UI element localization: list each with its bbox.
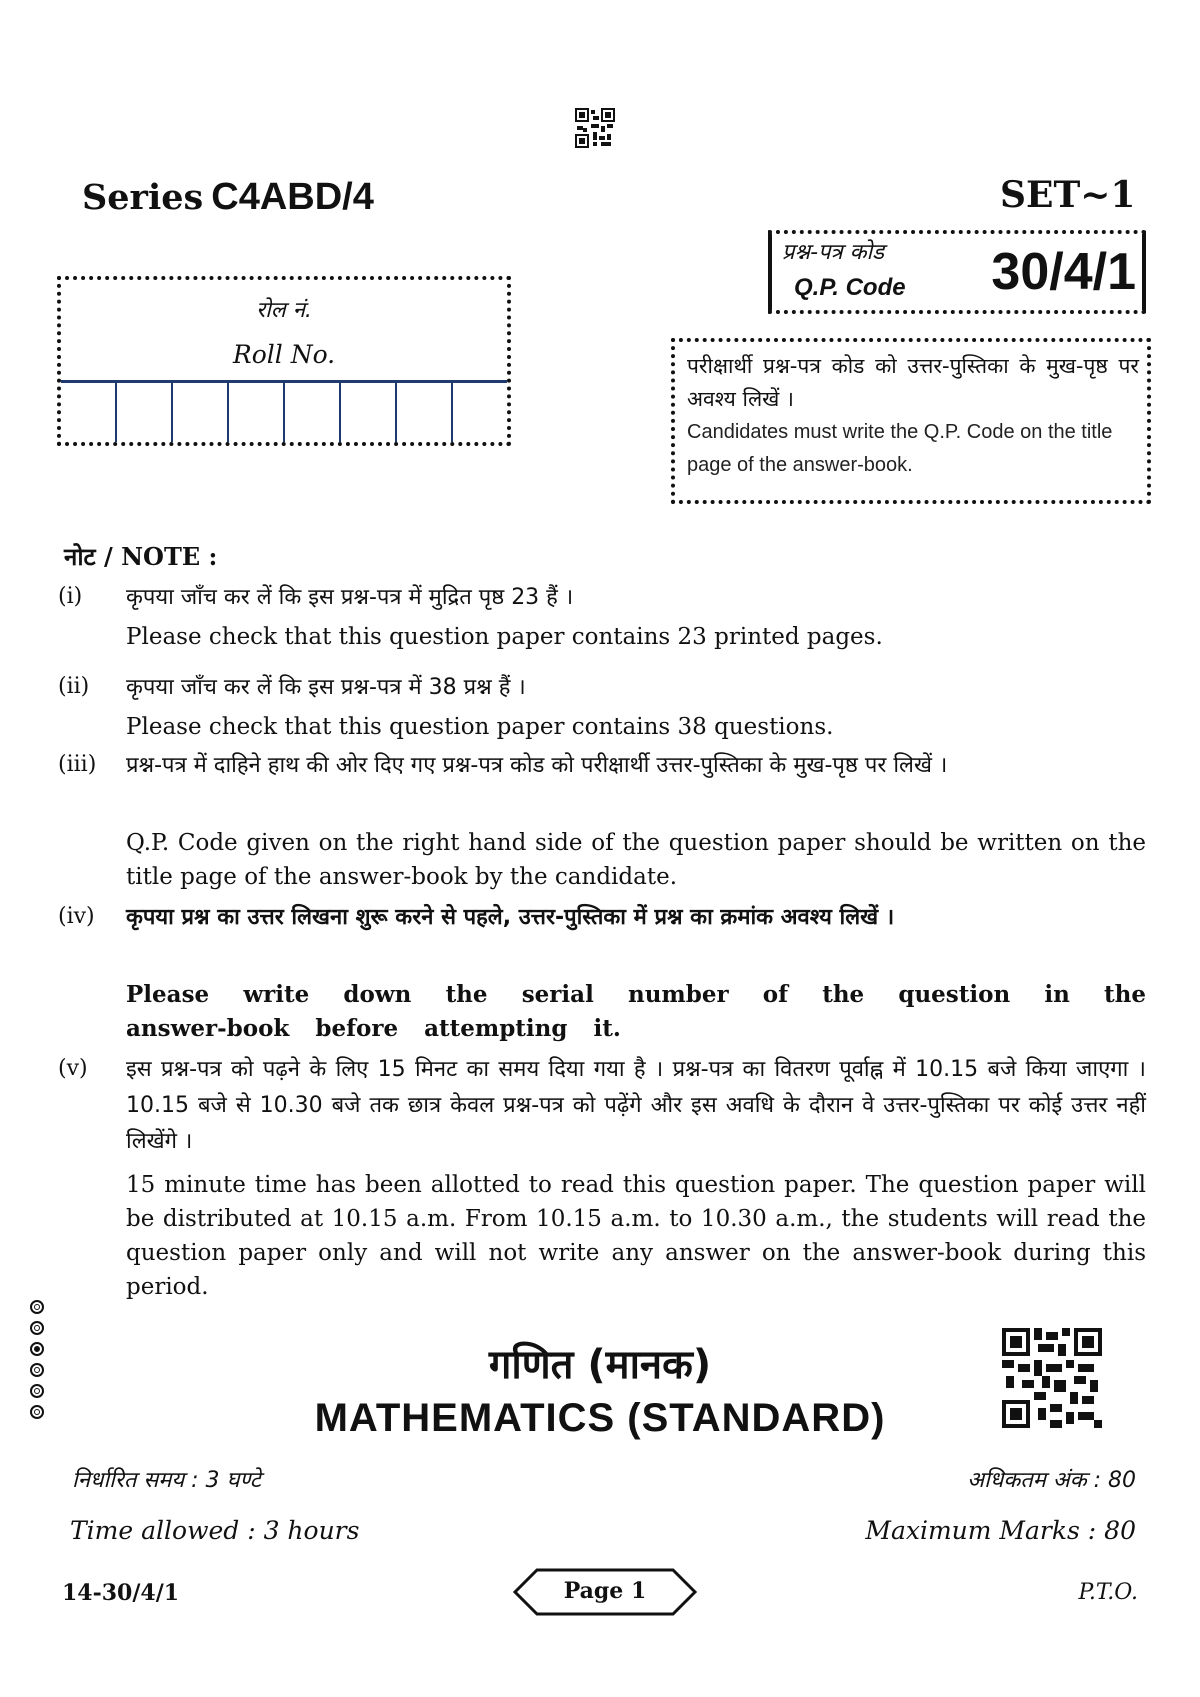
note-number: (iv) — [58, 904, 95, 929]
note-hindi: कृपया प्रश्न का उत्तर लिखना शुरू करने से पहले, उत्तर-पुस्तिका में प्रश्न का क्रमांक अवश्य लिखें । — [126, 905, 895, 930]
note-english: Please check that this question paper contains 23 printed pages. — [126, 624, 883, 650]
roll-label-english: Roll No. — [232, 340, 336, 369]
note-english: Please write down the serial number of the question in the answer-book before attempting it. — [126, 981, 1146, 1042]
subject-title-hindi: गणित (मानक) — [488, 1342, 712, 1388]
qr-code-small-icon — [575, 108, 615, 148]
qp-code-value: 30/4/1 — [991, 243, 1136, 301]
ring-icon — [30, 1321, 44, 1335]
roll-cell[interactable] — [339, 380, 395, 442]
set-label: SET~1 — [1000, 174, 1136, 216]
roll-cell[interactable] — [283, 380, 339, 442]
note-english: Please check that this question paper contains 38 questions. — [126, 714, 834, 740]
time-allowed-hindi: निर्धारित समय : 3 घण्टे — [72, 1468, 261, 1493]
series-line — [82, 176, 374, 219]
note-heading-hindi: नोट — [64, 543, 96, 571]
note-number: (ii) — [58, 674, 90, 699]
qp-code-label-hindi: प्रश्न-पत्र कोड — [782, 240, 885, 265]
qp-code-label-english: Q.P. Code — [794, 274, 906, 301]
candidate-instruction-hindi: परीक्षार्थी प्रश्न-पत्र कोड को उत्तर-पुस्तिका के मुख-पृष्ठ पर अवश्य लिखें । — [687, 354, 1139, 411]
note-number: (iii) — [58, 752, 97, 777]
ring-icon — [30, 1300, 44, 1314]
note-hindi: कृपया जाँच कर लें कि इस प्रश्न-पत्र में 38 प्रश्न हैं । — [126, 675, 526, 700]
note-heading-english: / NOTE : — [104, 542, 218, 571]
roll-cell[interactable] — [61, 380, 115, 442]
qp-code-box — [768, 230, 1146, 314]
candidate-instruction-english: Candidates must write the Q.P. Code on the title page of the answer-book. — [687, 421, 1113, 476]
note-english: Q.P. Code given on the right hand side of the question paper should be written on the title page of the answer-book by the candidate. — [126, 830, 1146, 890]
series-label: Series — [82, 177, 204, 218]
roll-label-hindi: रोल नं. — [256, 298, 312, 323]
roll-cell[interactable] — [395, 380, 451, 442]
subject-title-english: MATHEMATICS (STANDARD) — [314, 1396, 886, 1440]
series-code: C4ABD/4 — [211, 176, 374, 218]
qr-code-icon — [1002, 1328, 1102, 1428]
page-number: Page 1 — [563, 1578, 647, 1604]
roll-cell[interactable] — [451, 380, 507, 442]
maximum-marks-hindi: अधिकतम अंक : 80 — [967, 1468, 1136, 1493]
roll-cell[interactable] — [227, 380, 283, 442]
note-hindi: प्रश्न-पत्र में दाहिने हाथ की ओर दिए गए प्रश्न-पत्र कोड को परीक्षार्थी उत्तर-पुस्तिका के मुख-पृष्ठ पर लिखें । — [126, 753, 948, 778]
pto-label: P.T.O. — [1078, 1580, 1138, 1605]
note-number: (v) — [58, 1056, 88, 1081]
time-allowed-english: Time allowed : 3 hours — [70, 1516, 360, 1545]
note-hindi: इस प्रश्न-पत्र को पढ़ने के लिए 15 मिनट का समय दिया गया है । प्रश्न-पत्र का वितरण पूर्वाह्न में 10.15 बजे किया जाएगा । 10.15 बजे से 10.30 बजे तक छात्र केवल प्रश्न-पत्र को पढ़ेंगे और इस अवधि के दौरान वे उत्तर-पुस्तिका पर कोई उत्तर नहीं लिखेंगे । — [126, 1057, 1146, 1154]
note-hindi: कृपया जाँच कर लें कि इस प्रश्न-पत्र में मुद्रित पृष्ठ 23 हैं । — [126, 585, 574, 610]
roll-cell[interactable] — [171, 380, 227, 442]
paper-code-footer: 14-30/4/1 — [62, 1580, 180, 1606]
note-english: 15 minute time has been allotted to read this question paper. The question paper will be distributed at 10.15 a.m. From 10.15 a.m. to 10.30 a.m., the students will read the question paper only and will not write any answer on the answer-book during this period. — [126, 1172, 1146, 1300]
maximum-marks-english: Maximum Marks : 80 — [865, 1516, 1136, 1545]
candidate-instruction-box — [671, 338, 1151, 504]
note-number: (i) — [58, 584, 83, 609]
roll-cell[interactable] — [115, 380, 171, 442]
roll-number-box — [57, 276, 511, 446]
roll-number-cells — [61, 380, 507, 442]
note-heading — [64, 540, 217, 573]
